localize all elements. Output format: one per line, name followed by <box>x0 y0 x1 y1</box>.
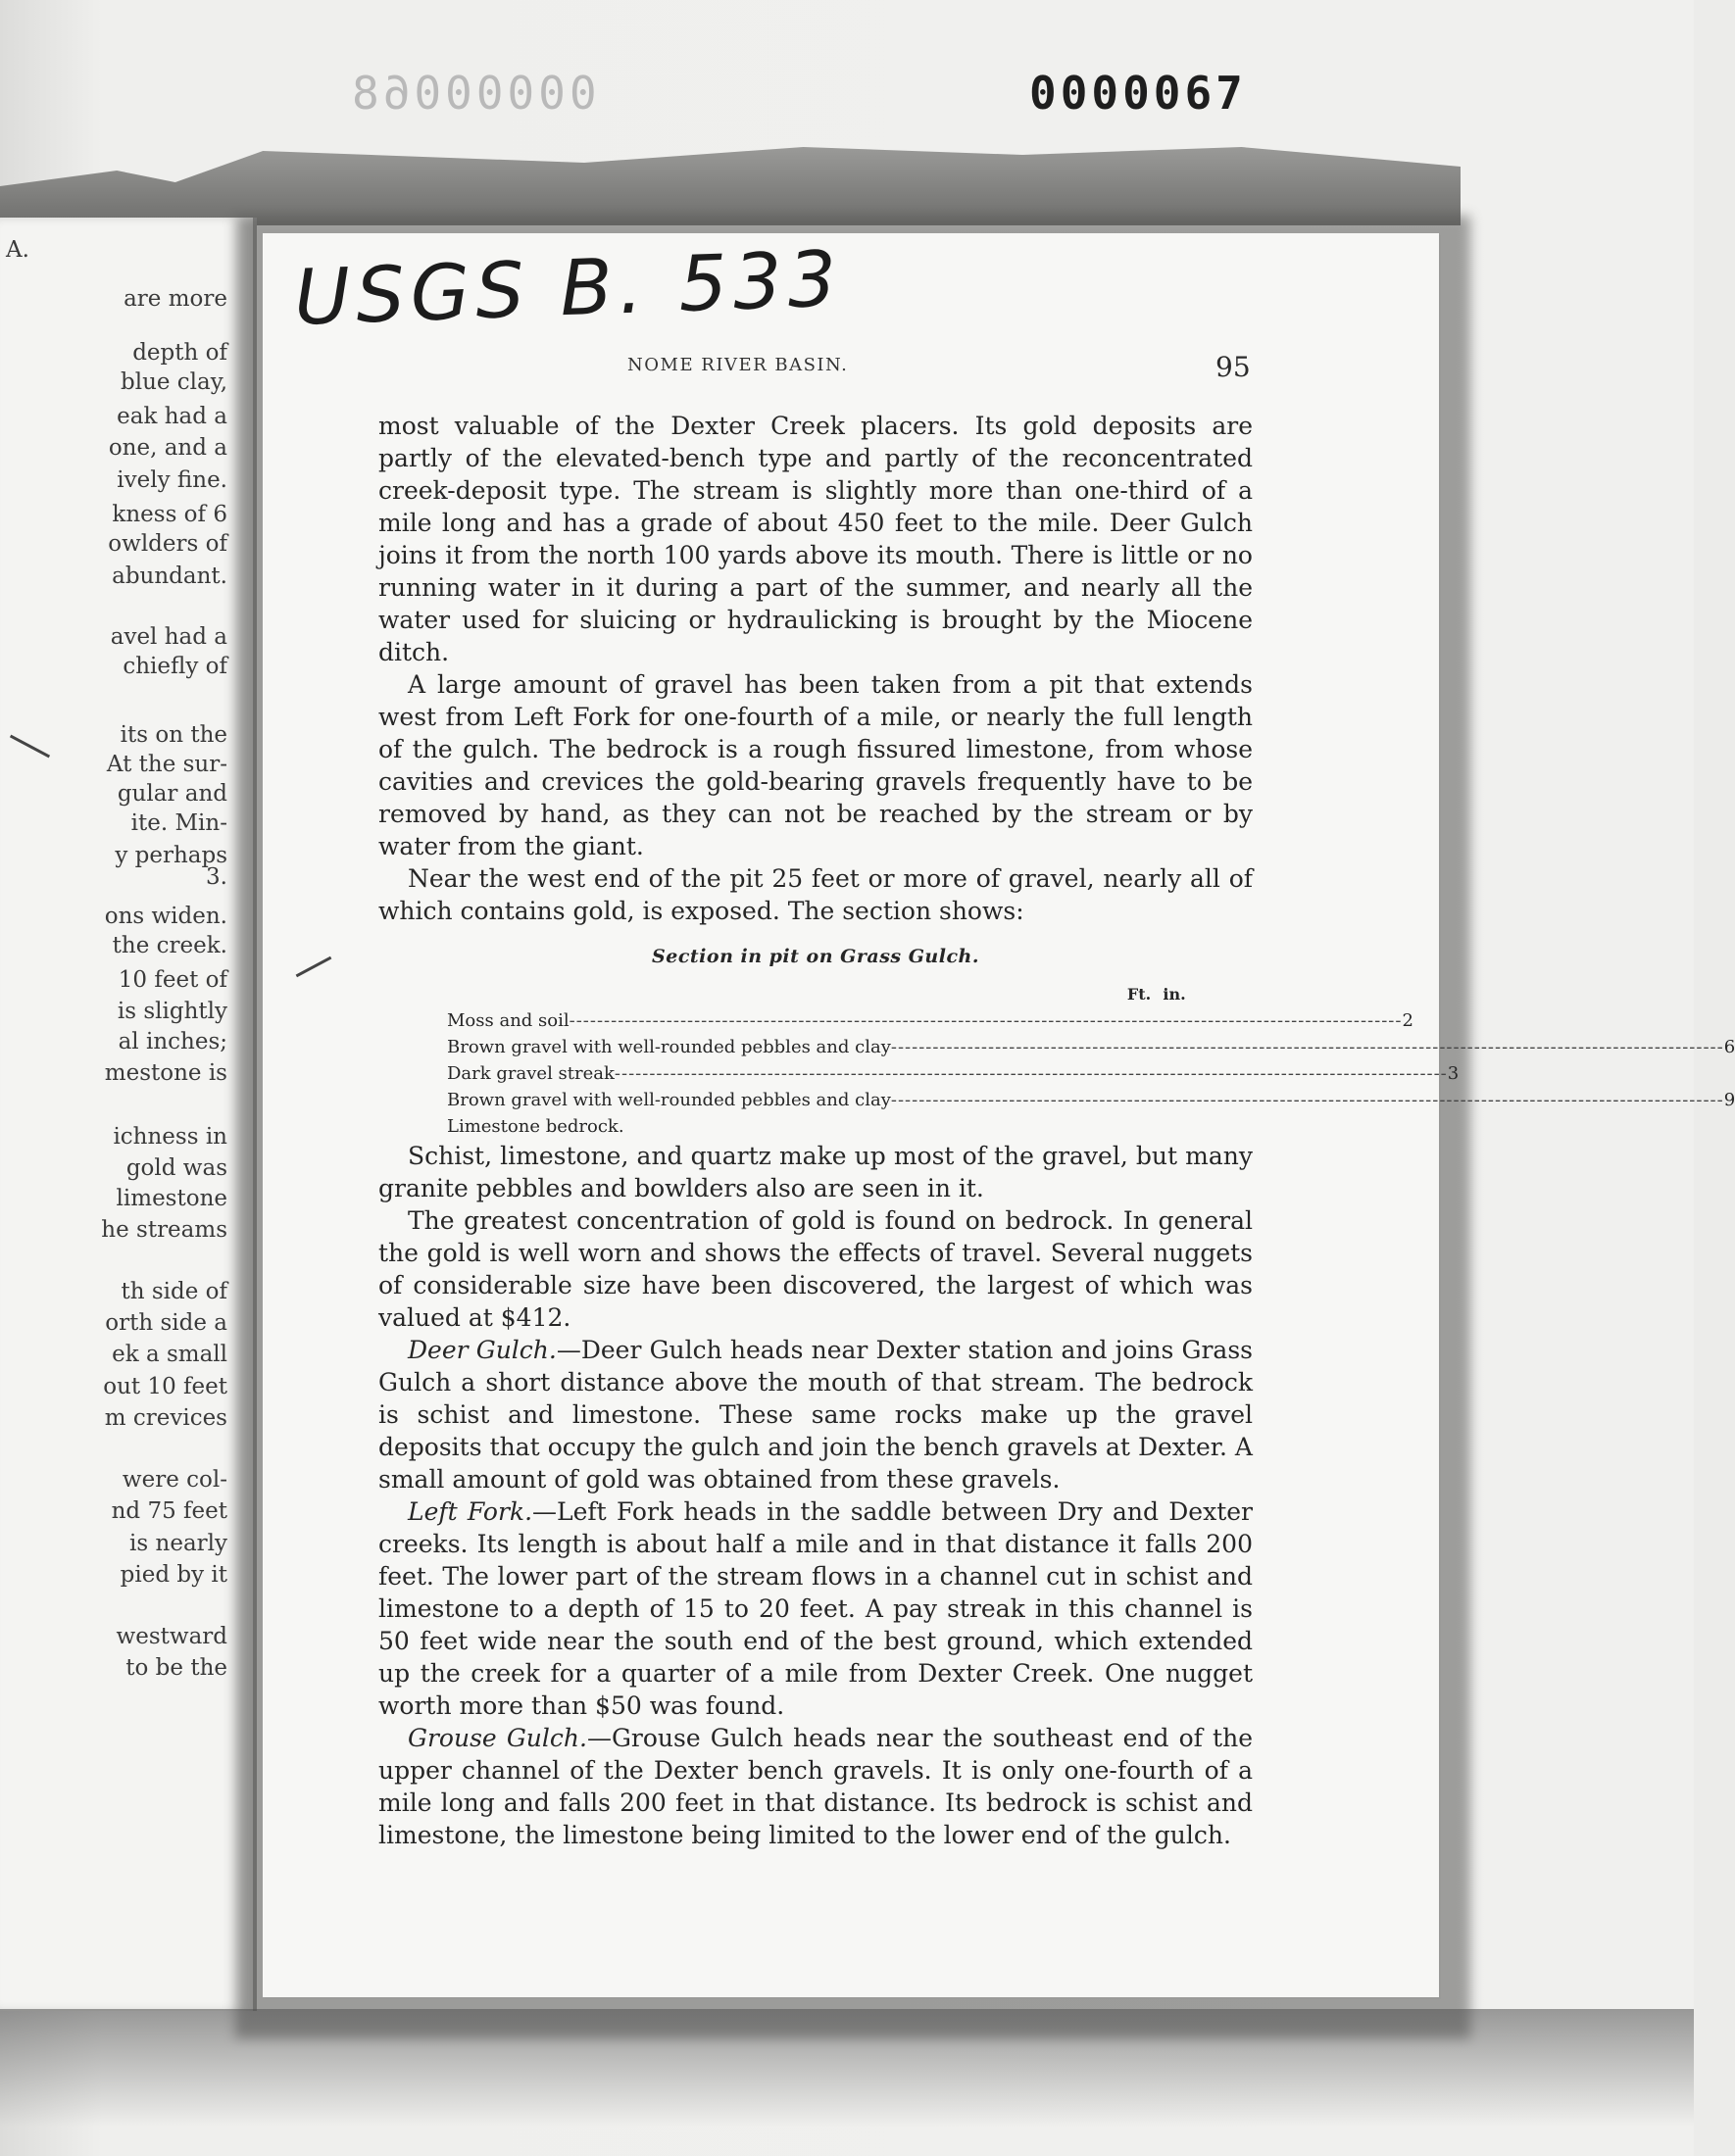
left-page-line: gular and <box>117 781 227 807</box>
left-page-line: kness of 6 <box>112 502 227 527</box>
paragraph-3: Near the west end of the pit 25 feet or more of gravel, nearly all of which contains gold, is exposed. The section shows: <box>378 864 1253 925</box>
left-page-line: A. <box>6 237 29 263</box>
left-page-line: were col- <box>122 1467 227 1493</box>
left-page-line: ek a small <box>112 1342 227 1367</box>
left-page-line: gold was <box>125 1155 227 1181</box>
paragraph-8-heading: Grouse Gulch. <box>408 1724 587 1752</box>
left-page-line: mestone is <box>104 1060 227 1086</box>
paragraph-6-heading: Deer Gulch. <box>408 1336 557 1364</box>
table-row-ft: 2 <box>1402 1010 1413 1031</box>
left-page-line: 10 feet of <box>118 967 227 993</box>
left-page-line: y perhaps <box>115 843 227 868</box>
paragraph-6-text: —Deer Gulch heads near Dexter station and joins Grass Gulch a short distance above the mouth of that stream. The bedrock is schist and limestone. These same rocks make up the gravel deposits that occupy the gulch and join the bench gravels at Dexter. A small amount of gold was obtained from these gravels. <box>378 1336 1253 1494</box>
table-row-ft: 6 <box>1723 1037 1735 1057</box>
left-page-line: is nearly <box>129 1531 227 1556</box>
left-page-line: the creek. <box>112 933 227 958</box>
left-page-line: abundant. <box>112 564 227 589</box>
leader-dashes: ------------------------------------------------------------------------------------------------------------------------ <box>569 1010 1403 1031</box>
paragraph-7-heading: Left Fork. <box>408 1497 533 1526</box>
paragraph-2: A large amount of gravel has been taken from a pit that extends west from Left Fork for one-fourth of a mile, or nearly the full length of the gulch. The bedrock is a rough fissured limestone, from whose cavities and crevices the gold-bearing gravels frequently have to be removed by hand, as they can not be reached by the stream or by water from the giant. <box>378 670 1253 860</box>
left-page-line: are more <box>124 286 227 312</box>
table-title: Section in pit on Grass Gulch. <box>652 946 979 967</box>
page-number: 95 <box>1215 351 1251 383</box>
left-page-line: pied by it <box>120 1562 227 1588</box>
left-page-line: al inches; <box>118 1029 227 1054</box>
frame-number-ghost: 00000068 <box>348 67 597 120</box>
left-page-line: one, and a <box>108 435 227 461</box>
left-page-line: to be the <box>125 1655 227 1681</box>
table-row <box>447 1007 1413 1034</box>
table-row <box>447 1113 1192 1140</box>
table-row-label: Brown gravel with well-rounded pebbles and clay <box>447 1037 891 1057</box>
table-row-label: Dark gravel streak <box>447 1063 615 1084</box>
paragraph-6 <box>378 1334 1253 1495</box>
left-page-line: ite. Min- <box>130 810 227 836</box>
left-page <box>0 218 257 2011</box>
left-page-line: eak had a <box>117 404 227 429</box>
table-row <box>447 1087 1735 1113</box>
paragraph-7 <box>378 1495 1253 1722</box>
paragraph-4: Schist, limestone, and quartz make up most of the gravel, but many granite pebbles and bowlders also are seen in it. <box>378 1142 1253 1202</box>
left-page-line: ively fine. <box>117 467 227 493</box>
table-row-label: Limestone bedrock. <box>447 1116 624 1137</box>
running-head: NOME RIVER BASIN. <box>627 355 849 375</box>
left-page-line: blue clay, <box>120 369 227 395</box>
table-header <box>447 981 1192 1007</box>
left-page-line: th side of <box>121 1279 227 1304</box>
paragraph-5: The greatest concentration of gold is found on bedrock. In general the gold is well worn and shows the effects of travel. Several nuggets of considerable size have been discovered, the largest of which was valued at $412. <box>378 1206 1253 1332</box>
left-page-line: ichness in <box>113 1124 227 1150</box>
left-page-line: ons widen. <box>104 904 227 929</box>
table-row-label: Brown gravel with well-rounded pebbles and clay <box>447 1090 891 1110</box>
column-in: in. <box>1163 985 1186 1004</box>
left-page-line: chiefly of <box>123 654 227 679</box>
left-page-line: he streams <box>101 1217 227 1243</box>
left-page-line: m crevices <box>104 1405 227 1431</box>
left-page-line: limestone <box>116 1186 227 1211</box>
section-table <box>447 981 1735 1140</box>
left-page-line: owlders of <box>108 531 227 557</box>
left-page-line: orth side a <box>105 1310 227 1336</box>
bottom-shadow <box>0 2009 1694 2127</box>
body-text <box>378 410 1735 1851</box>
left-page-line: depth of <box>132 340 227 366</box>
left-page-line: its on the <box>120 722 227 748</box>
column-ft: Ft. <box>1126 985 1152 1004</box>
table-row-label: Moss and soil <box>447 1010 570 1031</box>
frame-number: 0000067 <box>1029 67 1247 120</box>
table-row <box>447 1034 1735 1060</box>
paragraph-8 <box>378 1722 1253 1851</box>
left-page-line: avel had a <box>110 624 227 650</box>
table-row-in: 3 <box>1447 1063 1460 1084</box>
table-row-ft: 9 <box>1723 1090 1735 1110</box>
handwritten-annotation: USGS B. 533 <box>292 235 844 343</box>
paragraph-8-text: —Grouse Gulch heads near the southeast end of the upper channel of the Dexter bench gravels. It is only one-fourth of a mile long and falls 200 feet in that distance. Its bedrock is schist and limestone, the limestone being limited to the lower end of the gulch. <box>378 1724 1254 1849</box>
left-page-line: nd 75 feet <box>111 1498 227 1524</box>
left-page-line: out 10 feet <box>103 1374 227 1399</box>
leader-dashes: ------------------------------------------------------------------------------------------------------------------------ <box>614 1063 1448 1084</box>
table-row <box>447 1060 1460 1087</box>
paragraph-7-text: —Left Fork heads in the saddle between Dry and Dexter creeks. Its length is about half a mile and in that distance it falls 200 feet. The lower part of the stream flows in a channel cut in schist and limestone to a depth of 15 to 20 feet. A pay streak in this channel is 50 feet wide near the south end of the best ground, which extended up the creek for a quarter of a mile from Dexter Creek. One nugget worth more than $50 was found. <box>378 1497 1253 1720</box>
left-page-line: At the sur- <box>106 752 227 777</box>
left-page-line: westward <box>116 1624 227 1649</box>
leader-dashes: ------------------------------------------------------------------------------------------------------------------------ <box>890 1090 1724 1110</box>
left-page-line: 3. <box>206 864 227 890</box>
leader-dashes: ------------------------------------------------------------------------------------------------------------------------ <box>890 1037 1724 1057</box>
left-page-line: is slightly <box>117 999 227 1024</box>
paragraph-1: most valuable of the Dexter Creek placers. Its gold deposits are partly of the elevated-bench type and partly of the reconcentrated creek-deposit type. The stream is slightly more than one-third of a mile long and has a grade of about 450 feet to the mile. Deer Gulch joins it from the north 100 yards above its mouth. There is little or no running water in it during a part of the summer, and nearly all the water used for sluicing or hydraulicking is brought by the Miocene ditch. <box>378 412 1253 666</box>
